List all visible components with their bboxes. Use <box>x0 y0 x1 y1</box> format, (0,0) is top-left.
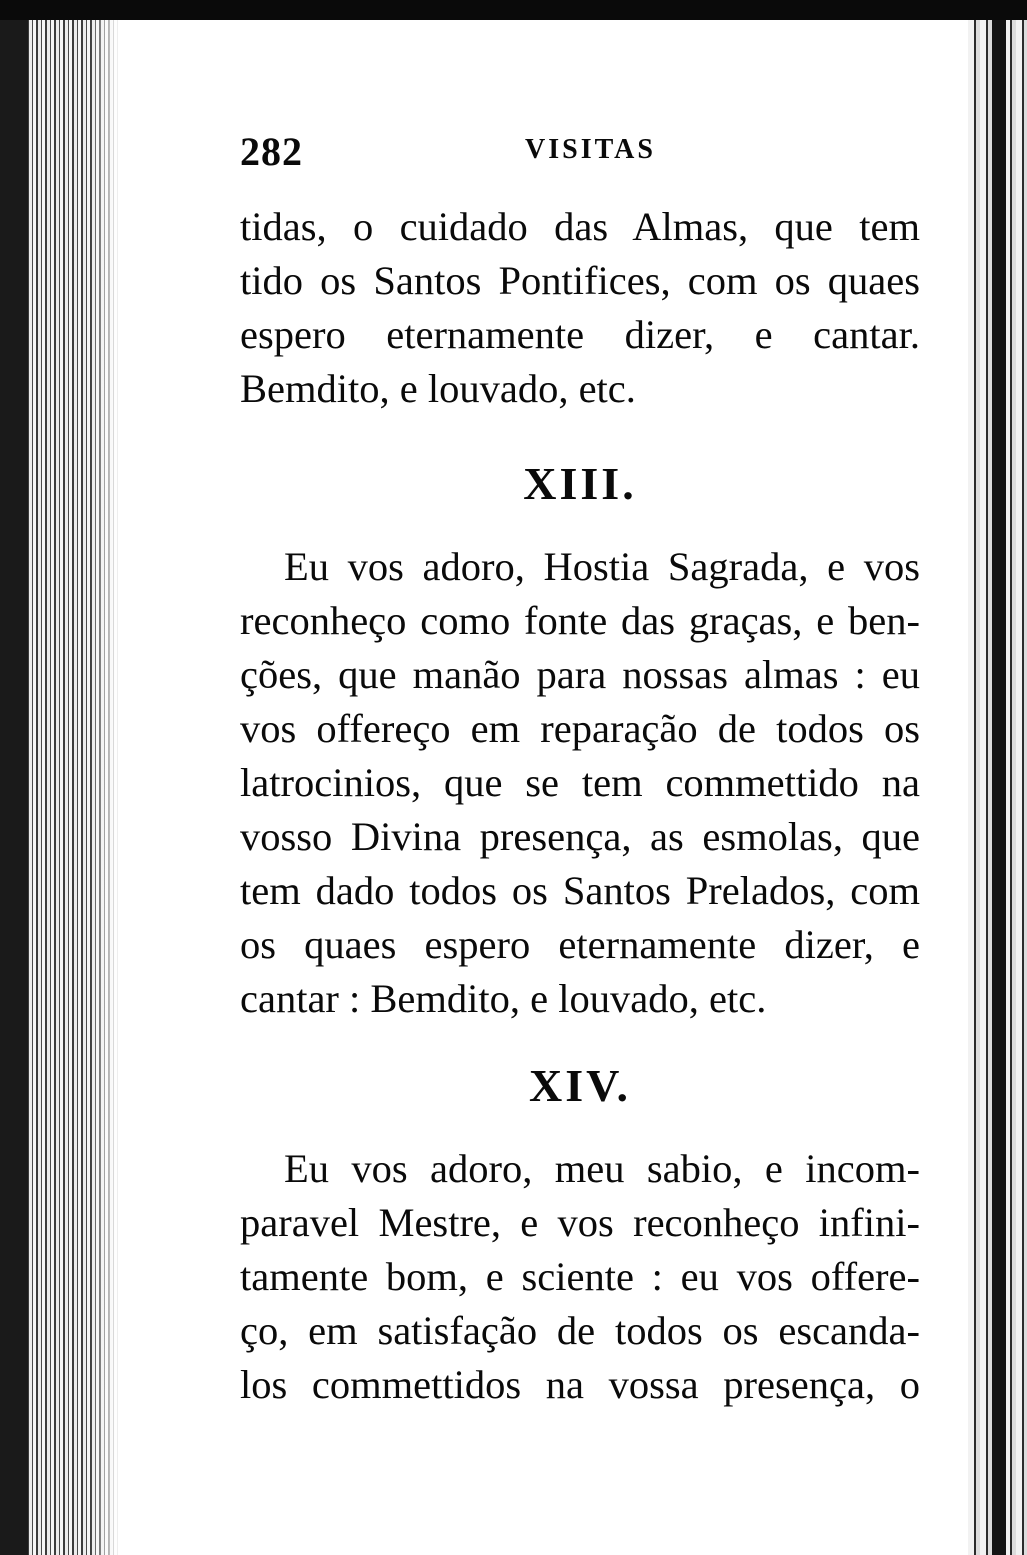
paragraph-xiv <box>240 1142 920 1412</box>
section-heading-xiii: XIII. <box>523 458 637 509</box>
text-line: los commettidos na vossa presença, o <box>240 1362 920 1407</box>
text-line: os quaes espero eternamente dizer, e <box>240 922 920 967</box>
paragraph-continuation <box>240 200 920 416</box>
text-line: reconheço como fonte das graças, e ben- <box>240 598 920 643</box>
scan-spine-shadow <box>0 20 28 1555</box>
text-line: cantar : Bemdito, e louvado, etc. <box>240 976 767 1021</box>
text-line: tem dado todos os Santos Prelados, com <box>240 868 920 913</box>
paragraph-xiii <box>240 540 920 1026</box>
text-line: vos offereço em reparação de todos os <box>240 706 920 751</box>
scan-right-shadow <box>992 20 1006 1555</box>
text-line: Eu vos adoro, meu sabio, e incom- <box>284 1146 920 1191</box>
text-line: latrocinios, que se tem commettido na <box>240 760 920 805</box>
text-line: espero eternamente dizer, e cantar. <box>240 312 920 357</box>
page-number: 282 <box>240 129 303 174</box>
text-line: Eu vos adoro, Hostia Sagrada, e vos <box>284 544 920 589</box>
text-line: paravel Mestre, e vos reconheço infini- <box>240 1200 920 1245</box>
scan-top-border <box>0 0 1027 20</box>
text-line: ço, em satisfação de todos os escanda- <box>240 1308 920 1353</box>
text-line: tidas, o cuidado das Almas, que tem <box>240 204 920 249</box>
running-title: VISITAS <box>525 134 656 165</box>
section-heading-xiv: XIV. <box>529 1060 631 1111</box>
text-line: Bemdito, e louvado, etc. <box>240 366 636 411</box>
book-page <box>240 110 920 1412</box>
scan-spine-fade <box>90 20 120 1555</box>
text-line: vosso Divina presença, as esmolas, que <box>240 814 920 859</box>
text-line: tido os Santos Pontifices, com os quaes <box>240 258 920 303</box>
running-head <box>240 110 920 174</box>
text-line: tamente bom, e sciente : eu vos offere- <box>240 1254 920 1299</box>
text-line: ções, que manão para nossas almas : eu <box>240 652 920 697</box>
